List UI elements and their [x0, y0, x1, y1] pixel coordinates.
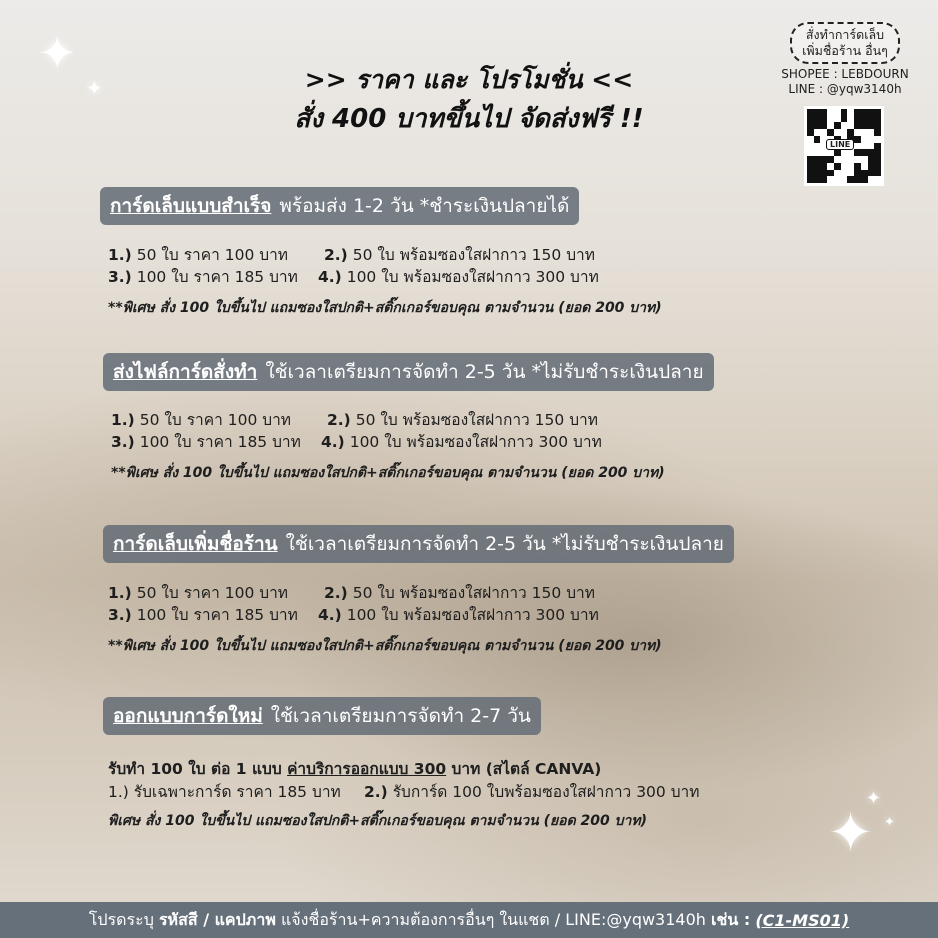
price-item: 4.) 100 ใบ พร้อมซองใสฝากาว 300 บาท	[318, 268, 599, 286]
price-item: 4.) 100 ใบ พร้อมซองใสฝากาว 300 บาท	[321, 433, 602, 451]
order-tag-line1: สั่งทำการ์ดเล็บ	[805, 27, 885, 42]
design-intro: รับทำ 100 ใบ ต่อ 1 แบบ ค่าบริการออกแบบ 300 บาท (สไตล์ CANVA)	[108, 760, 602, 778]
headline-title: >> ราคา และ โปรโมชั่น <<	[304, 65, 634, 94]
price-item: 1.) 50 ใบ ราคา 100 บาท	[108, 246, 288, 264]
price-item: 3.) 100 ใบ ราคา 185 บาท	[108, 268, 298, 286]
design-item-2: 2.) รับการ์ด 100 ใบพร้อมซองใสฝากาว 300 บาท	[364, 783, 700, 801]
order-tag-line2: เพิ่มชื่อร้าน อื่นๆ	[802, 43, 888, 58]
price-item: 4.) 100 ใบ พร้อมซองใสฝากาว 300 บาท	[318, 606, 599, 624]
section-ready-made-header	[100, 187, 579, 225]
section-shop-name-header	[103, 525, 734, 563]
section-subtitle: ใช้เวลาเตรียมการจัดทำ 2-5 วัน *ไม่รับชำระเงินปลาย	[285, 533, 724, 555]
section-new-design-header	[103, 697, 541, 735]
sparkle-icon: ✦	[884, 815, 895, 830]
footer-bar	[0, 902, 938, 938]
sparkle-icon: ✦	[828, 801, 874, 864]
footer-emphasis: รหัสสี / แคปภาพ	[158, 909, 276, 929]
contact-corner	[770, 22, 920, 96]
section-title: ออกแบบการ์ดใหม่	[113, 705, 263, 727]
section-custom-file-header	[103, 353, 714, 391]
section-title: การ์ดเล็บแบบสำเร็จ	[110, 195, 272, 217]
price-item: 1.) 50 ใบ ราคา 100 บาท	[108, 584, 288, 602]
section-title: การ์ดเล็บเพิ่มชื่อร้าน	[113, 533, 278, 555]
price-item: 2.) 50 ใบ พร้อมซองใสฝากาว 150 บาท	[324, 246, 595, 264]
bonus-note: **พิเศษ สั่ง 100 ใบขึ้นไป แถมซองใสปกติ+สติ๊กเกอร์ขอบคุณ ตามจำนวน (ยอด 200 บาท)	[108, 638, 662, 654]
design-item-1: 1.) รับเฉพาะการ์ด ราคา 185 บาท	[108, 783, 341, 801]
section-subtitle: ใช้เวลาเตรียมการจัดทำ 2-7 วัน	[270, 705, 531, 727]
footer-middle: แจ้งชื่อร้าน+ความต้องการอื่นๆ ในแชต / LINE:@yqw3140h	[280, 909, 706, 929]
order-tag	[790, 22, 900, 64]
bonus-note: **พิเศษ สั่ง 100 ใบขึ้นไป แถมซองใสปกติ+สติ๊กเกอร์ขอบคุณ ตามจำนวน (ยอด 200 บาท)	[111, 465, 665, 481]
sparkle-icon: ✦	[86, 76, 103, 100]
headline-free-shipping: สั่ง 400 บาทขึ้นไป จัดส่งฟรี !!	[294, 104, 644, 134]
price-item: 3.) 100 ใบ ราคา 185 บาท	[108, 606, 298, 624]
price-item: 2.) 50 ใบ พร้อมซองใสฝากาว 150 บาท	[324, 584, 595, 602]
sparkle-icon: ✦	[866, 788, 882, 809]
section-subtitle: พร้อมส่ง 1-2 วัน *ชำระเงินปลายได้	[279, 195, 570, 217]
bonus-note: **พิเศษ สั่ง 100 ใบขึ้นไป แถมซองใสปกติ+สติ๊กเกอร์ขอบคุณ ตามจำนวน (ยอด 200 บาท)	[108, 300, 662, 316]
price-item: 2.) 50 ใบ พร้อมซองใสฝากาว 150 บาท	[327, 411, 598, 429]
price-item: 3.) 100 ใบ ราคา 185 บาท	[111, 433, 301, 451]
price-item: 1.) 50 ใบ ราคา 100 บาท	[111, 411, 291, 429]
section-subtitle: ใช้เวลาเตรียมการจัดทำ 2-5 วัน *ไม่รับชำระเงินปลาย	[265, 361, 704, 383]
sparkle-icon: ✦	[38, 26, 77, 80]
bonus-note: พิเศษ สั่ง 100 ใบขึ้นไป แถมซองใสปกติ+สติ๊กเกอร์ขอบคุณ ตามจำนวน (ยอด 200 บาท)	[108, 813, 648, 829]
section-title: ส่งไฟล์การ์ดสั่งทำ	[113, 361, 258, 383]
footer-prefix: โปรดระบุ	[88, 909, 154, 929]
qr-line-label: LINE	[826, 139, 854, 150]
shopee-handle: SHOPEE : LEBDOURN	[781, 67, 909, 81]
line-handle: LINE : @yqw3140h	[788, 82, 902, 96]
footer-example-label: เช่น :	[711, 909, 751, 929]
footer-example-code: (C1-MS01)	[755, 910, 850, 930]
